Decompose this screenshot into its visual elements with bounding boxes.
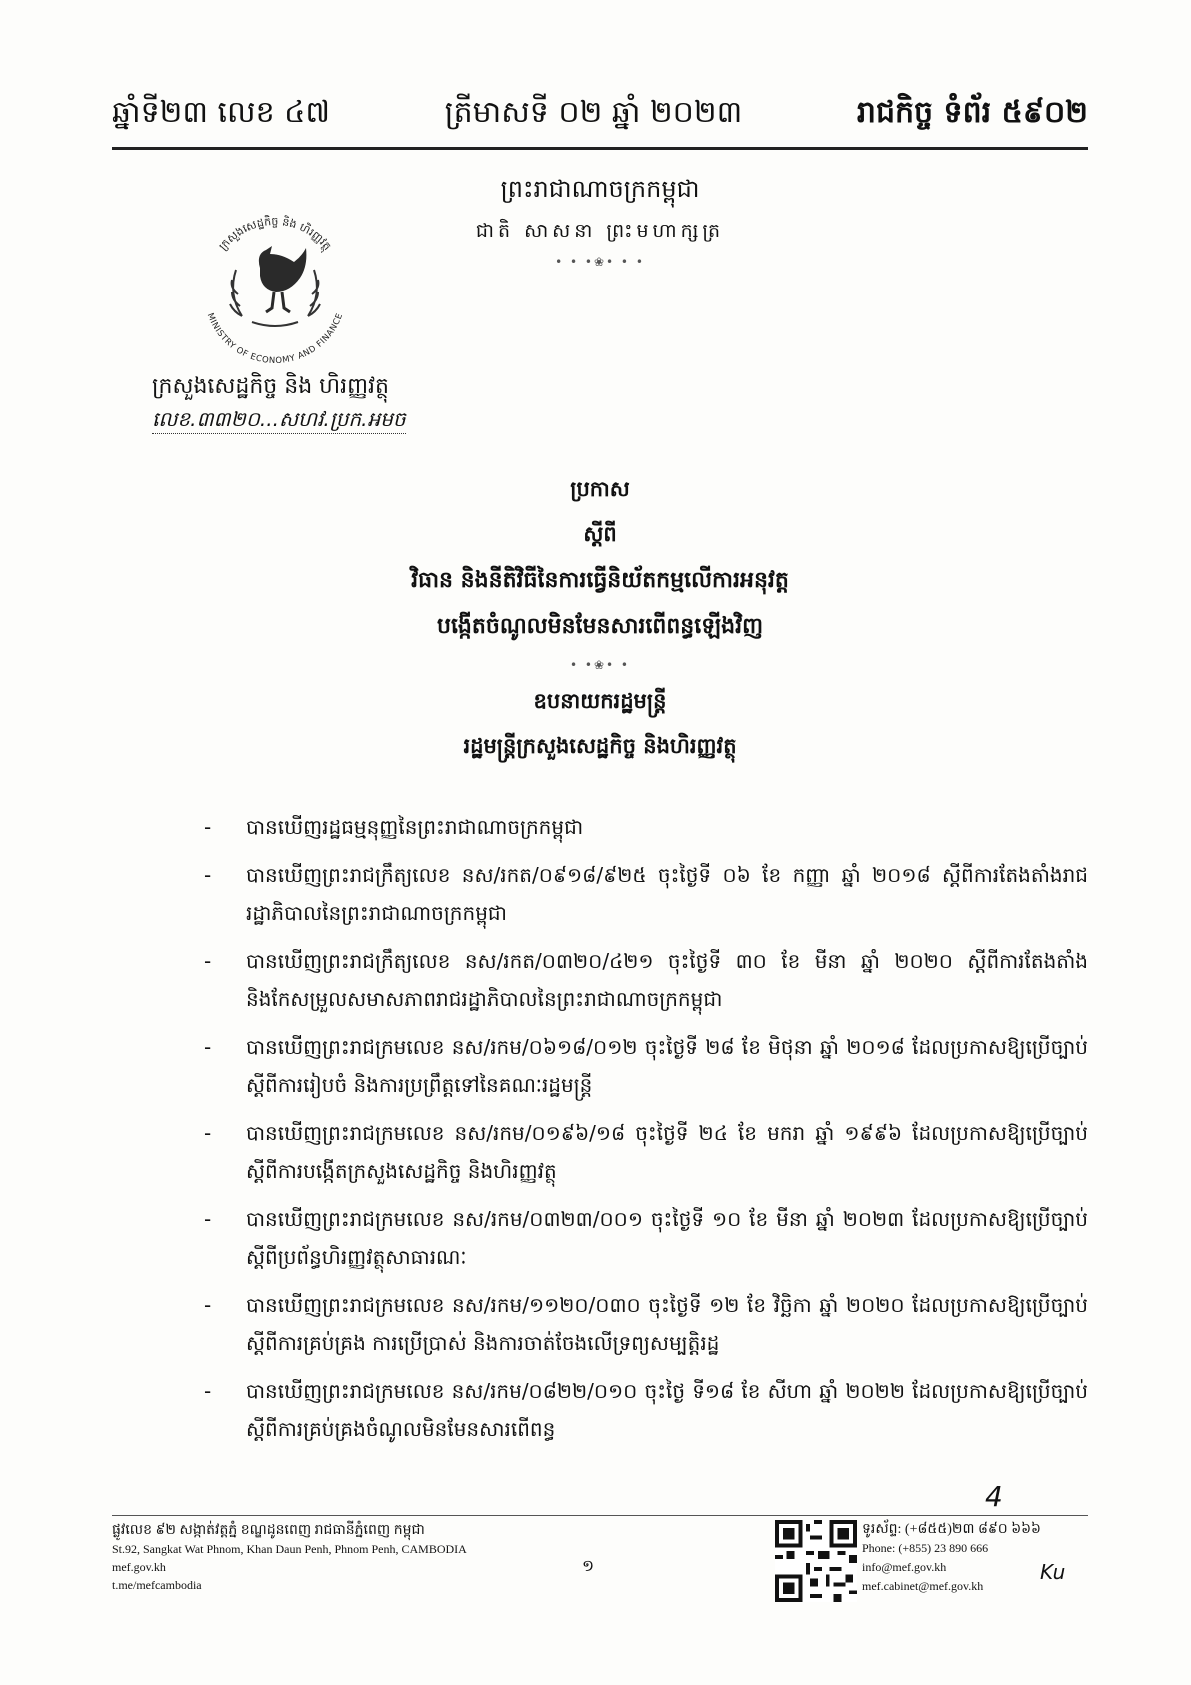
subject-label: ស្តីពី [583,522,617,546]
phone-khmer: ទូរស័ព្ទ: (+៨៥៥)២៣ ៨៩០ ៦៦៦ [862,1522,1041,1537]
proclamation-title [200,476,1000,778]
email-info[interactable]: info@mef.gov.kh [862,1560,947,1574]
page-number: ១ [582,1556,595,1575]
email-cabinet[interactable]: mef.cabinet@mef.gov.kh [862,1579,984,1593]
clause-marker: - [204,1207,212,1231]
clause-text: បានឃើញព្រះរាជក្រមលេខ នស/រកម/០៦១៨/០១២ ចុះថ្ងៃទី ២៨ ខែ មិថុនា ឆ្នាំ ២០១៨ ដែលប្រកាសឱ្យប្រើច្បាប់ស្តីពីការរៀបចំ និងការប្រព្រឹត្តទៅនៃគណៈរដ្ឋមន្ត្រី [246,1035,1088,1097]
ministry-name: ក្រសួងសេដ្ឋកិច្ច និង ហិរញ្ញវត្ថុ [152,374,389,399]
clause-text: បានឃើញព្រះរាជក្រឹត្យលេខ នស/រកត/០៣២០/៤២១ ចុះថ្ងៃទី ៣០ ខែ មីនា ឆ្នាំ ២០២០ ស្តីពីការតែងតាំង និងកែសម្រួលសមាសភាពរាជរដ្ឋាភិបាលនៃព្រះរាជាណាចក្រកម្ពុជា [246,949,1088,1011]
ornament-divider: • •❀• • [570,658,630,672]
gazette-header [112,92,1088,138]
list-item [204,808,1088,846]
gazette-page-number: រាជកិច្ច ទំព័រ ៥៩០២ [856,95,1088,130]
clause-marker: - [204,1379,212,1403]
list-item [204,856,1088,932]
footer-address [112,1522,467,1594]
clause-text: បានឃើញព្រះរាជក្រមលេខ នស/រកម/០៨២២/០១០ ចុះថ្ងៃ ទី១៨ ខែ សីហា ឆ្នាំ ២០២២ ដែលប្រកាសឱ្យប្រើច្បាប់ស្តីពីការគ្រប់គ្រងចំណូលមិនមែនសារពើពន្ធ [246,1379,1088,1441]
clause-text: បានឃើញព្រះរាជក្រមលេខ នស/រកម/០៣២៣/០០១ ចុះថ្ងៃទី ១០ ខែ មីនា ឆ្នាំ ២០២៣ ដែលប្រកាសឱ្យប្រើច្បាប់ស្តីពីប្រព័ន្ធហិរញ្ញវត្ថុសាធារណៈ [246,1207,1088,1269]
address-khmer: ផ្លូវលេខ ៩២ សង្កាត់វត្តភ្នំ ខណ្ឌដូនពេញ រាជធានីភ្នំពេញ កម្ពុជា [112,1523,425,1538]
clause-marker: - [204,1121,212,1145]
kingdom-name: ព្រះរាជាណាចក្រកម្ពុជា [500,175,700,203]
list-item [204,1286,1088,1362]
list-item [204,1200,1088,1276]
document-type: ប្រកាស [570,477,630,501]
list-item [204,1114,1088,1190]
handwritten-initial: Ku [1040,1560,1066,1584]
website-link[interactable]: mef.gov.kh [112,1560,166,1574]
address-english: St.92, Sangkat Wat Phnom, Khan Daun Penh, Phnom Penh, CAMBODIA [112,1542,467,1556]
kingdom-heading [400,174,800,269]
telegram-link[interactable]: t.me/mefcambodia [112,1578,202,1592]
clause-marker: - [204,1293,212,1317]
official-title-1: ឧបនាយករដ្ឋមន្ត្រី [533,689,667,713]
ornament-divider: • • •❀• • • [555,255,645,269]
clause-text: បានឃើញរដ្ឋធម្មនុញ្ញនៃព្រះរាជាណាចក្រកម្ពុជា [246,815,584,839]
year-issue: ឆ្នាំទី២៣ លេខ ៤៧ [112,95,330,130]
svg-text:MINISTRY OF ECONOMY AND FINANC: MINISTRY OF ECONOMY AND FINANCE [204,311,346,366]
handwritten-mark: 4 [985,1480,1003,1513]
national-motto: ជាតិ សាសនា ព្រះមហាក្សត្រ [475,220,725,242]
list-item [204,942,1088,1018]
list-item [204,1028,1088,1104]
qr-code-icon [775,1520,857,1602]
list-item [204,1372,1088,1448]
footer-rule [112,1515,1088,1516]
clause-marker: - [204,815,212,839]
clause-text: បានឃើញព្រះរាជក្រមលេខ នស/រកម/១១២០/០៣០ ចុះថ្ងៃទី ១២ ខែ វិច្ឆិកា ឆ្នាំ ២០២០ ដែលប្រកាសឱ្យប្រើច្បាប់ស្តីពីការគ្រប់គ្រង ការប្រើប្រាស់ និងការចាត់ចែងលើទ្រព្យសម្បត្តិរដ្ឋ [246,1293,1088,1355]
ministry-seal-icon [190,196,360,366]
clause-marker: - [204,949,212,973]
clause-text: បានឃើញព្រះរាជក្រឹត្យលេខ នស/រកត/០៩១៨/៩២៥ ចុះថ្ងៃទី ០៦ ខែ កញ្ញា ឆ្នាំ ២០១៨ ស្តីពីការតែងតាំងរាជរដ្ឋាភិបាលនៃព្រះរាជាណាចក្រកម្ពុជា [246,863,1088,925]
subject-line-1: វិធាន និងនីតិវិធីនៃការធ្វើនិយ័តកម្មលើការអនុវត្ត [411,568,789,593]
issue-date: ត្រីមាសទី ០២ ឆ្នាំ ២០២៣ [444,95,743,130]
svg-text:ក្រសួងសេដ្ឋកិច្ច និង ហិរញ្ញវត្: ក្រសួងសេដ្ឋកិច្ច និង ហិរញ្ញវត្ថុ [216,214,334,253]
clause-text: បានឃើញព្រះរាជក្រមលេខ នស/រកម/០១៩៦/១៨ ចុះថ្ងៃទី ២៤ ខែ មករា ឆ្នាំ ១៩៩៦ ដែលប្រកាសឱ្យប្រើច្បាប់ស្តីពីការបង្កើតក្រសួងសេដ្ឋកិច្ច និងហិរញ្ញវត្ថុ [246,1121,1088,1183]
reference-number [152,406,406,436]
official-title-2: រដ្ឋមន្ត្រីក្រសួងសេដ្ឋកិច្ច និងហិរញ្ញវត្ថុ [463,734,737,758]
subject-line-2: បង្កើតចំណូលមិនមែនសារពើពន្ធឡើងវិញ [436,614,764,639]
header-rule [112,147,1088,150]
reference-text: លេខ.៣៣២០...សហវ.ប្រក.អមច [152,407,406,434]
clause-marker: - [204,1035,212,1059]
preamble-clauses [204,808,1088,1458]
phone-english: Phone: (+855) 23 890 666 [862,1541,989,1555]
clause-marker: - [204,863,212,887]
footer-contacts [862,1520,1041,1596]
